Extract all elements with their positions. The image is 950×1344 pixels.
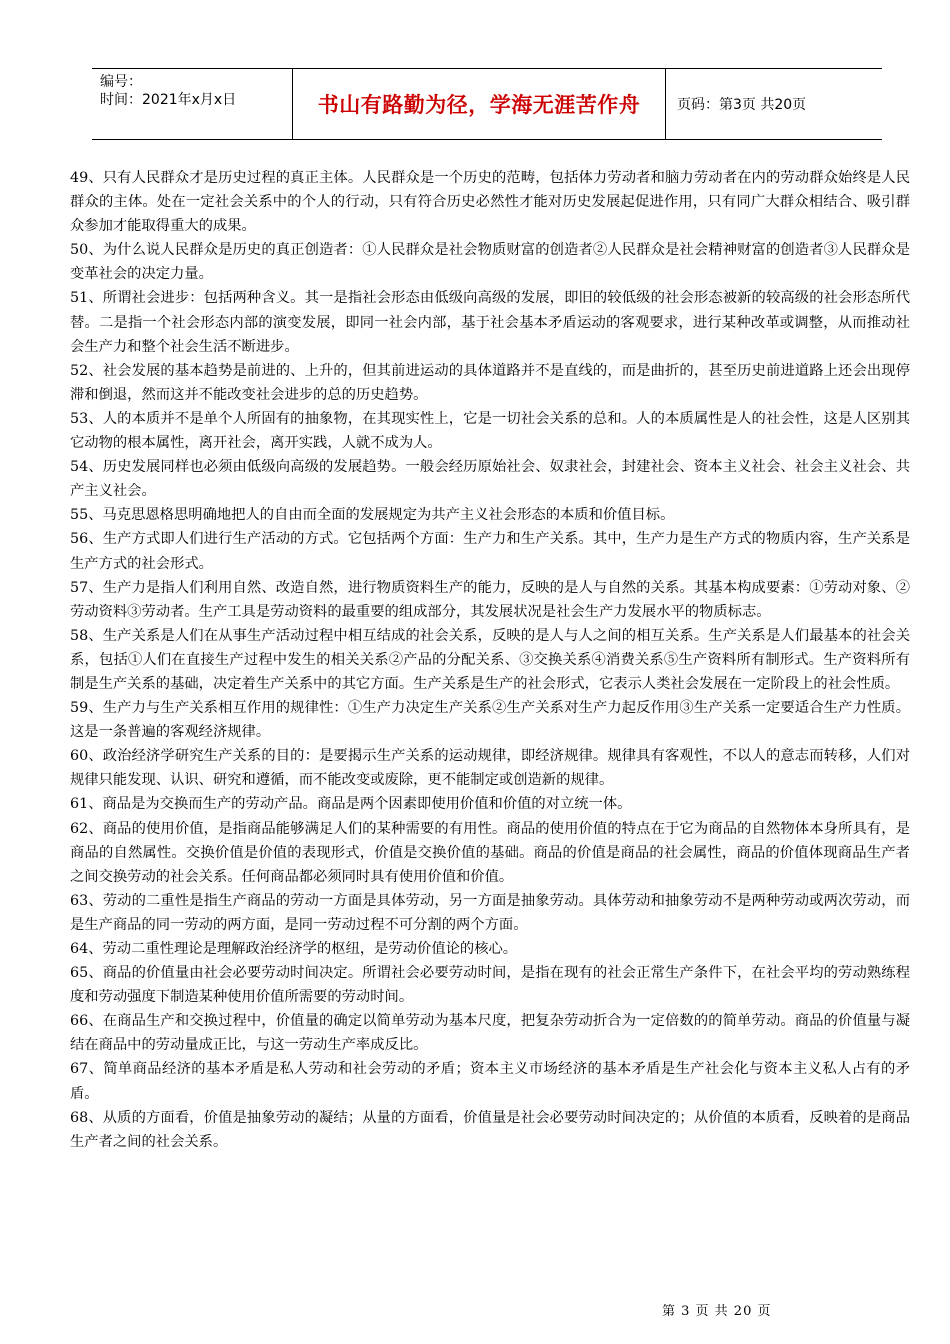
- document-body: [70, 166, 910, 1154]
- time-label: 时间：2021年x月x日: [100, 92, 237, 108]
- paragraph-62: 62、商品的使用价值，是指商品能够满足人们的某种需要的有用性。商品的使用价值的特点在于它为商品的自然物体本身所具有，是商品的自然属性。交换价值是价值的表现形式，价值是交换价值的基础。商品的价值是商品的社会属性，商品的价值体现商品生产者之间交换劳动的社会关系。任何商品都必须同时具有使用价值和价值。: [70, 820, 910, 885]
- paragraph-67: 67、简单商品经济的基本矛盾是私人劳动和社会劳动的矛盾；资本主义市场经济的基本矛盾是生产社会化与资本主义私人占有的矛盾。: [70, 1061, 910, 1102]
- header-motto-cell: [292, 69, 666, 139]
- paragraph-63: 63、劳动的二重性是指生产商品的劳动一方面是具体劳动，另一方面是抽象劳动。具体劳动和抽象劳动不是两种劳动或两次劳动，而是生产商品的同一劳动的两方面，是同一劳动过程不可分割的两个方面。: [70, 892, 910, 933]
- paragraph-59: 59、生产力与生产关系相互作用的规律性：①生产力决定生产关系②生产关系对生产力起反作用③生产关系一定要适合生产力性质。这是一条普遍的客观经济规律。: [70, 700, 910, 741]
- paragraph-52: 52、社会发展的基本趋势是前进的、上升的，但其前进运动的具体道路并不是直线的，而是曲折的，甚至历史前进道路上还会出现停滞和倒退，然而这并不能改变社会进步的总的历史趋势。: [70, 362, 910, 403]
- paragraph-50: 50、为什么说人民群众是历史的真正创造者：①人民群众是社会物质财富的创造者②人民群众是社会精神财富的创造者③人民群众是变革社会的决定力量。: [70, 242, 910, 283]
- header-left-cell: [92, 69, 292, 139]
- paragraph-54: 54、历史发展同样也必须由低级向高级的发展趋势。一般会经历原始社会、奴隶社会，封建社会、资本主义社会、社会主义社会、共产主义社会。: [70, 459, 910, 500]
- header-motto: 书山有路勤为径，学海无涯苦作舟: [317, 93, 641, 117]
- paragraph-56: 56、生产方式即人们进行生产活动的方式。它包括两个方面：生产力和生产关系。其中，生产力是生产方式的物质内容，生产关系是生产方式的社会形式。: [70, 531, 910, 572]
- paragraph-53: 53、人的本质并不是单个人所固有的抽象物，在其现实性上，它是一切社会关系的总和。人的本质属性是人的社会性，这是人区别其它动物的根本属性，离开社会，离开实践，人就不成为人。: [70, 410, 910, 452]
- header-page-info: 页码：第3页 共20页: [677, 97, 807, 113]
- paragraph-68: 68、从质的方面看，价值是抽象劳动的凝结；从量的方面看，价值量是社会必要劳动时间决定的；从价值的本质看，反映着的是商品生产者之间的社会关系。: [70, 1109, 910, 1150]
- paragraph-61: 61、商品是为交换而生产的劳动产品。商品是两个因素即使用价值和价值的对立统一体。: [70, 796, 632, 813]
- paragraph-55: 55、马克思恩格思明确地把人的自由而全面的发展规定为共产主义社会形态的本质和价值目标。: [70, 507, 675, 524]
- paragraph-58: 58、生产关系是人们在从事生产活动过程中相互结成的社会关系，反映的是人与人之间的相互关系。生产关系是人们最基本的社会关系，包括①人们在直接生产过程中发生的相关关系②产品的分配关系、③交换关系④消费关系⑤生产资料所有制形式。生产资料所有制是生产关系的基础，决定着生产关系中的其它方面。生产关系是生产的社会形式，它表示人类社会发展在一定阶段上的社会性质。: [70, 627, 910, 692]
- paragraph-57: 57、生产力是指人们利用自然、改造自然，进行物质资料生产的能力，反映的是人与自然的关系。其基本构成要素：①劳动对象、②劳动资料③劳动者。生产工具是劳动资料的最重要的组成部分，其发展状况是社会生产力发展水平的物质标志。: [70, 579, 910, 620]
- paragraph-60: 60、政治经济学研究生产关系的目的：是要揭示生产关系的运动规律，即经济规律。规律具有客观性，不以人的意志而转移，人们对规律只能发现、认识、研究和遵循，而不能改变或废除，更不能制定或创造新的规律。: [70, 748, 910, 789]
- paragraph-65: 65、商品的价值量由社会必要劳动时间决定。所谓社会必要劳动时间，是指在现有的社会正常生产条件下，在社会平均的劳动熟练程度和劳动强度下制造某种使用价值所需要的劳动时间。: [70, 965, 910, 1006]
- page-footer: 第 3 页 共 20 页: [662, 1304, 772, 1319]
- paragraph-66: 66、在商品生产和交换过程中，价值量的确定以简单劳动为基本尺度，把复杂劳动折合为一定倍数的的简单劳动。商品的价值量与凝结在商品中的劳动量成正比，与这一劳动生产率成反比。: [70, 1013, 910, 1054]
- header-page-cell: [665, 69, 882, 139]
- paragraph-64: 64、劳动二重性理论是理解政治经济学的枢纽，是劳动价值论的核心。: [70, 941, 518, 957]
- page-header: [92, 68, 882, 140]
- paragraph-49: 49、只有人民群众才是历史过程的真正主体。人民群众是一个历史的范畴，包括体力劳动者和脑力劳动者在内的劳动群众始终是人民群众的主体。处在一定社会关系中的个人的行动，只有符合历史必然性才能对历史发展起促进作用，只有同广大群众相结合、吸引群众参加才能取得重大的成果。: [70, 170, 910, 235]
- number-label: 编号：: [100, 74, 142, 90]
- paragraph-51: 51、所谓社会进步：包括两种含义。其一是指社会形态由低级向高级的发展，即旧的较低级的社会形态被新的较高级的社会形态所代替。二是指一个社会形态内部的演变发展，即同一社会内部，基于社会基本矛盾运动的客观要求，进行某种改革或调整，从而推动社会生产力和整个社会生活不断进步。: [70, 290, 910, 355]
